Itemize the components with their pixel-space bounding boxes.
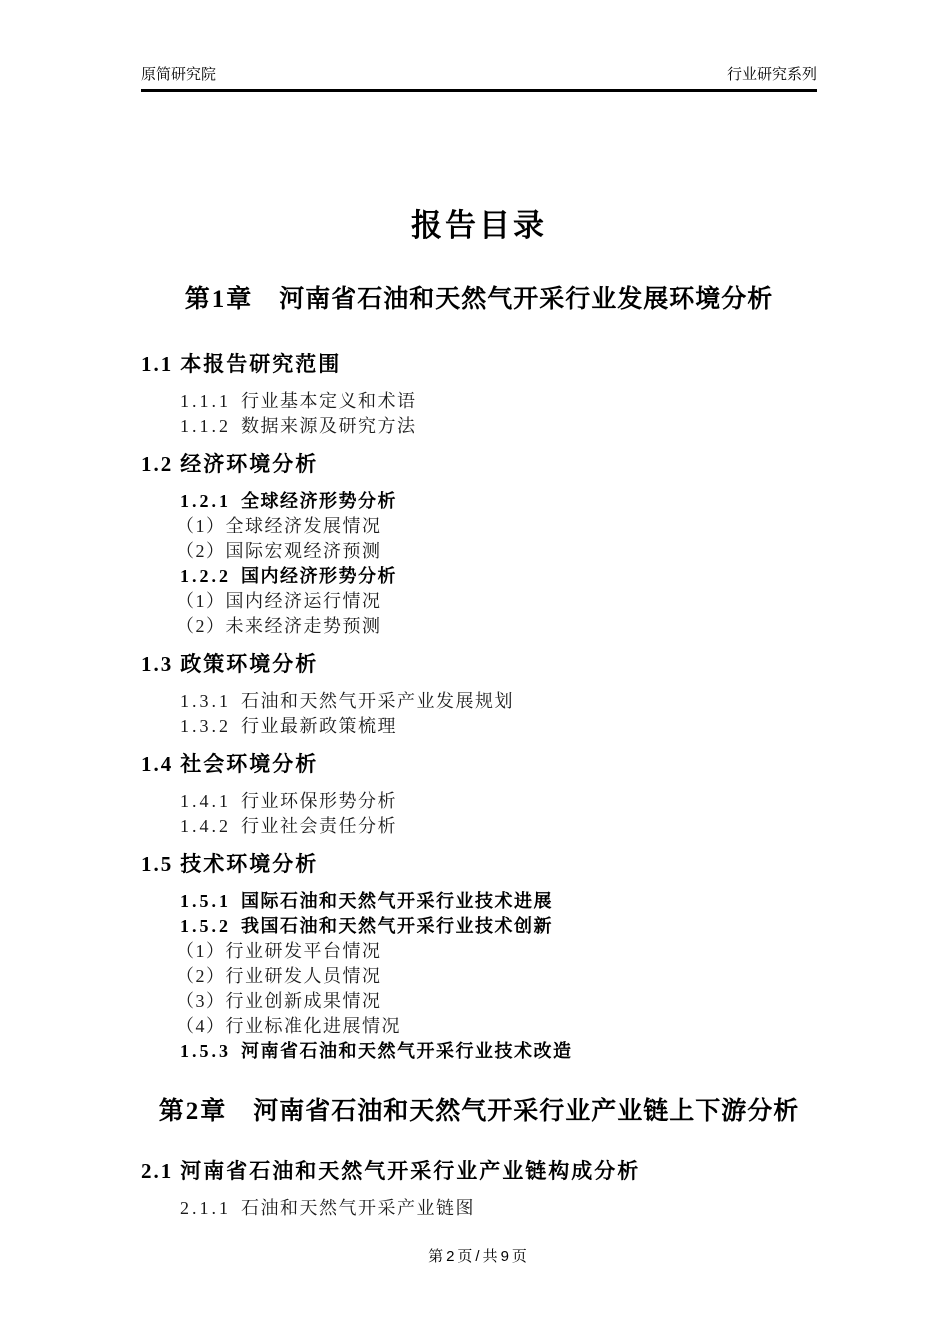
item-title: 国际石油和天然气开采行业技术进展 xyxy=(241,891,553,911)
section-title: 河南省石油和天然气开采行业产业链构成分析 xyxy=(180,1159,641,1183)
item-number: 1.1.2 xyxy=(180,416,231,436)
toc-item-1-2-1 xyxy=(141,489,817,514)
toc-item-1-4-2 xyxy=(141,814,817,839)
toc-item-1-5-2-p2: （2）行业研发人员情况 xyxy=(176,966,382,986)
toc-item-1-4-1 xyxy=(141,789,817,814)
chapter-1-label: 第1章 xyxy=(184,286,254,313)
toc-item-1-3-2 xyxy=(141,714,817,739)
section-title: 社会环境分析 xyxy=(180,752,319,776)
item-number: 1.2.2 xyxy=(180,566,231,586)
item-number: 1.1.1 xyxy=(180,391,231,411)
toc-item-1-2-2 xyxy=(141,564,817,589)
item-title: 数据来源及研究方法 xyxy=(241,416,417,436)
toc-item-1-3-1 xyxy=(141,689,817,714)
item-number: 1.4.1 xyxy=(180,791,231,811)
section-title: 经济环境分析 xyxy=(180,452,319,476)
item-title: 国内经济形势分析 xyxy=(241,566,397,586)
toc-section-1-3 xyxy=(141,651,817,677)
toc-item-1-2-1-p2: （2）国际宏观经济预测 xyxy=(176,541,382,561)
toc-group-1-1 xyxy=(141,389,817,439)
toc-item-2-1-1 xyxy=(141,1196,817,1221)
item-title: 行业基本定义和术语 xyxy=(241,391,417,411)
toc-item-1-1-2 xyxy=(141,414,817,439)
section-number: 1.2 xyxy=(141,452,174,476)
item-title: 行业最新政策梳理 xyxy=(241,716,397,736)
page-indicator: 第2页/共9页 xyxy=(428,1248,530,1265)
toc-group-2-1 xyxy=(141,1196,817,1221)
toc-item-1-1-1 xyxy=(141,389,817,414)
toc-section-1-5 xyxy=(141,851,817,877)
toc-group-1-4 xyxy=(141,789,817,839)
item-title: 全球经济形势分析 xyxy=(241,491,397,511)
section-number: 1.1 xyxy=(141,352,174,376)
section-number: 1.4 xyxy=(141,752,174,776)
item-number: 1.3.2 xyxy=(180,716,231,736)
section-number: 2.1 xyxy=(141,1159,174,1183)
toc-item-1-2-2-p1: （1）国内经济运行情况 xyxy=(176,591,382,611)
toc-group-1-5 xyxy=(141,889,817,1064)
item-title: 我国石油和天然气开采行业技术创新 xyxy=(241,916,553,936)
section-number: 1.3 xyxy=(141,652,174,676)
toc-section-1-2 xyxy=(141,451,817,477)
toc-item-1-5-2-p1: （1）行业研发平台情况 xyxy=(176,941,382,961)
toc-item-1-2-1-p1: （1）全球经济发展情况 xyxy=(176,516,382,536)
toc-section-1-1 xyxy=(141,351,817,377)
toc-item-1-5-2-p3: （3）行业创新成果情况 xyxy=(176,991,382,1011)
item-number: 1.3.1 xyxy=(180,691,231,711)
item-number: 1.5.1 xyxy=(180,891,231,911)
item-title: 石油和天然气开采产业发展规划 xyxy=(241,691,514,711)
series-name: 行业研究系列 xyxy=(726,66,817,83)
toc-item-1-5-2-p4: （4）行业标准化进展情况 xyxy=(176,1016,401,1036)
publisher-name: 原简研究院 xyxy=(141,66,217,83)
section-title: 政策环境分析 xyxy=(180,652,319,676)
item-title: 行业环保形势分析 xyxy=(241,791,397,811)
chapter-2-label: 第2章 xyxy=(158,1098,228,1125)
toc-title: 报告目录 xyxy=(411,208,547,243)
section-title: 本报告研究范围 xyxy=(180,352,342,376)
toc-chapter-2 xyxy=(141,1094,817,1130)
item-number: 1.5.3 xyxy=(180,1041,231,1061)
section-number: 1.5 xyxy=(141,852,174,876)
page-header xyxy=(141,0,817,92)
toc-chapter-1 xyxy=(141,282,817,318)
page-content xyxy=(141,0,817,1221)
toc-item-1-5-2 xyxy=(141,914,817,939)
toc-item-1-5-1 xyxy=(141,889,817,914)
toc-item-1-5-3 xyxy=(141,1039,817,1064)
toc-group-1-2 xyxy=(141,489,817,639)
chapter-2-title: 河南省石油和天然气开采行业产业链上下游分析 xyxy=(253,1098,800,1125)
item-title: 河南省石油和天然气开采行业技术改造 xyxy=(241,1041,573,1061)
item-number: 2.1.1 xyxy=(180,1198,231,1218)
item-title: 石油和天然气开采产业链图 xyxy=(241,1198,475,1218)
toc-section-2-1 xyxy=(141,1158,817,1184)
item-number: 1.2.1 xyxy=(180,491,231,511)
item-number: 1.5.2 xyxy=(180,916,231,936)
item-number: 1.4.2 xyxy=(180,816,231,836)
toc-group-1-3 xyxy=(141,689,817,739)
chapter-1-title: 河南省石油和天然气开采行业发展环境分析 xyxy=(279,286,774,313)
toc-item-1-2-2-p2: （2）未来经济走势预测 xyxy=(176,616,382,636)
item-title: 行业社会责任分析 xyxy=(241,816,397,836)
toc-section-1-4 xyxy=(141,751,817,777)
section-title: 技术环境分析 xyxy=(180,852,319,876)
